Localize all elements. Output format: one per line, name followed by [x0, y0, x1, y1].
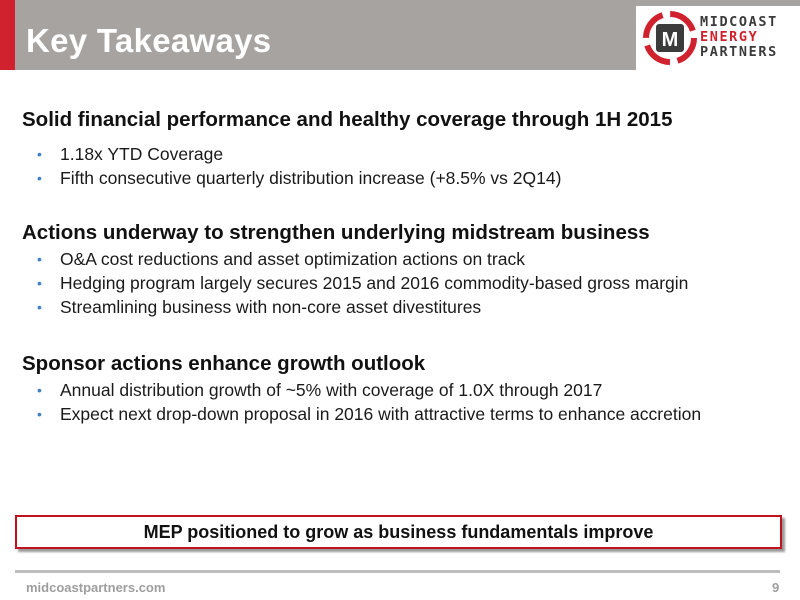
section-heading: Sponsor actions enhance growth outlook [22, 352, 426, 375]
bullet-dot-icon: • [37, 251, 42, 267]
bullet-list [22, 378, 771, 426]
bullet-dot-icon: • [37, 406, 42, 422]
bullet-list [22, 247, 688, 319]
bullet-text: 1.18x YTD Coverage [60, 144, 224, 164]
bullet-item [22, 247, 688, 271]
logo-line-3: PARTNERS [700, 44, 778, 60]
section-financial-performance [22, 108, 673, 190]
page-number: 9 [772, 580, 780, 595]
slide-header [0, 0, 800, 70]
bullet-dot-icon: • [37, 275, 42, 291]
midcoast-logo-icon [642, 10, 698, 66]
section-sponsor-actions [22, 352, 771, 426]
footer-divider [15, 570, 780, 573]
bullet-text: Annual distribution growth of ~5% with coverage of 1.0X through 2017 [60, 380, 603, 400]
bullet-text: Expect next drop-down proposal in 2016 with attractive terms to enhance accretion [60, 404, 702, 424]
bullet-item [22, 142, 673, 166]
bullet-text: O&A cost reductions and asset optimization actions on track [60, 249, 525, 269]
bullet-item [22, 295, 688, 319]
bullet-dot-icon: • [37, 170, 42, 186]
key-message-callout: MEP positioned to grow as business fundamentals improve [15, 515, 782, 549]
bullet-dot-icon: • [37, 382, 42, 398]
section-heading: Actions underway to strengthen underlying midstream business [22, 221, 650, 244]
section-midstream-actions [22, 221, 688, 319]
header-accent-bar [0, 0, 15, 70]
company-logo [636, 6, 800, 70]
section-heading: Solid financial performance and healthy coverage through 1H 2015 [22, 108, 673, 131]
logo-wordmark [700, 15, 778, 60]
footer-website: midcoastpartners.com [26, 580, 166, 595]
bullet-item [22, 402, 771, 426]
bullet-list [22, 142, 673, 190]
slide-title: Key Takeaways [26, 22, 272, 59]
bullet-text: Hedging program largely secures 2015 and 2016 commodity-based gross margin [60, 273, 689, 293]
bullet-dot-icon: • [37, 146, 42, 162]
bullet-dot-icon: • [37, 299, 42, 315]
logo-line-2: ENERGY [700, 29, 759, 45]
logo-mark-letter: M [661, 29, 679, 51]
bullet-item [22, 271, 688, 295]
bullet-item [22, 166, 673, 190]
bullet-text: Fifth consecutive quarterly distribution increase (+8.5% vs 2Q14) [60, 168, 562, 188]
bullet-item [22, 378, 771, 402]
bullet-text: Streamlining business with non-core asset divestitures [60, 297, 482, 317]
logo-line-1: MIDCOAST [700, 14, 778, 30]
